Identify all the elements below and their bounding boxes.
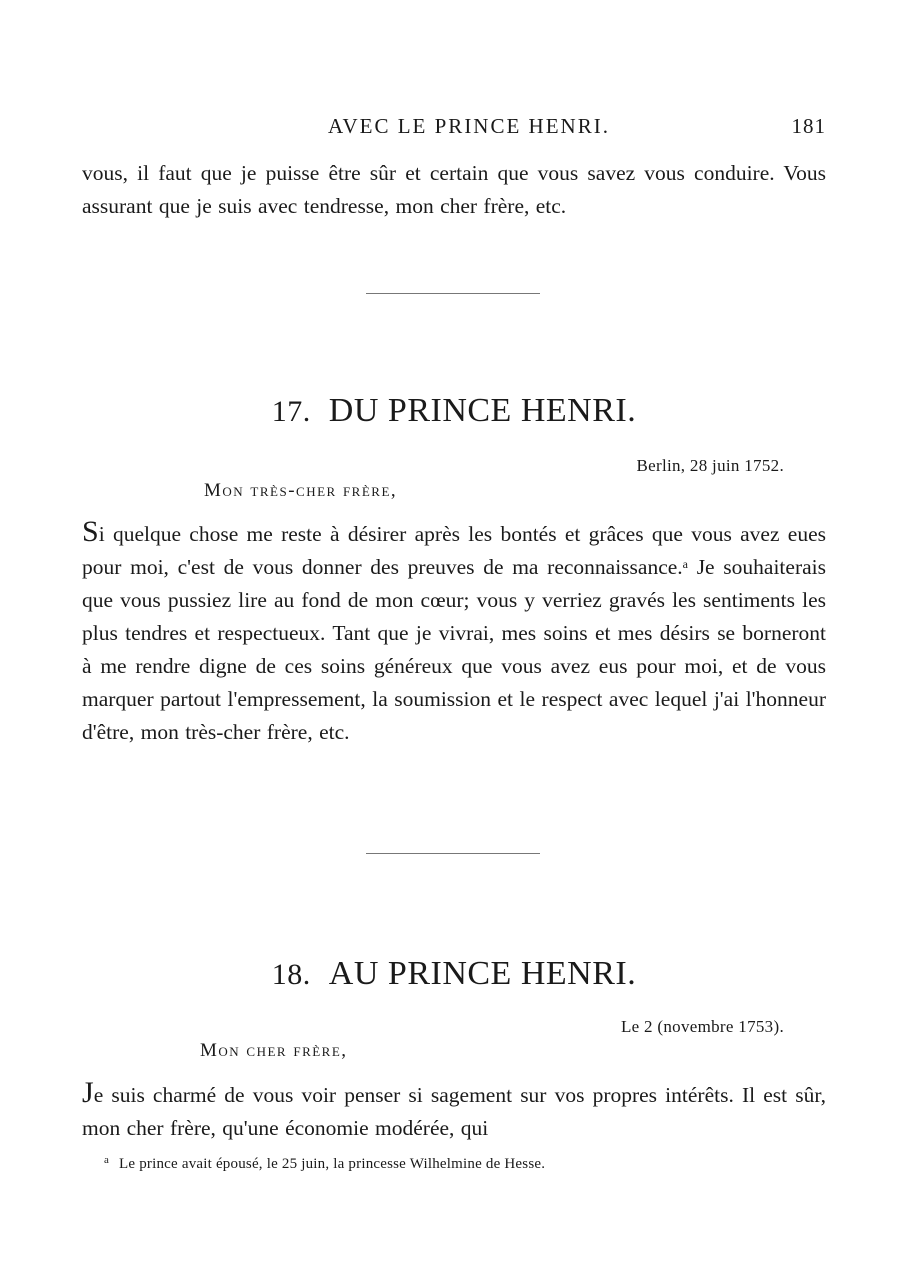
letter-body-rest: Je souhaiterais que vous pussiez lire au fond de mon cœur; vous y verriez gravés les sentiments les plus tendres et respectueux. Tant que je vivrai, mes soins et mes désirs se borneront à me rendre digne de ces soins généreux que vous avez eus pour moi, et de vous marquer partout l'empressement, la soumission et le respect avec lequel j'ai l'honneur d'être, mon très-cher frère, etc. (82, 555, 826, 744)
letter-heading (82, 392, 826, 430)
page-number: 181 (791, 114, 826, 138)
running-header (82, 114, 826, 142)
footnote-marker: a (104, 1154, 110, 1166)
letter-number: 17. (271, 395, 311, 428)
running-title: AVEC LE PRINCE HENRI. (328, 114, 610, 138)
letter-body-start: i quelque chose me reste à désirer après les bontés et grâces que vous avez eues pour moi, c'est de vous donner des preuves de ma reconnaissance. (82, 522, 826, 579)
letter-title: AU PRINCE HENRI. (328, 955, 637, 992)
letter-title: DU PRINCE HENRI. (328, 392, 637, 429)
letter-body (82, 515, 826, 749)
initial-letter: S (82, 515, 99, 548)
letter-date: Le 2 (novembre 1753). (620, 1017, 784, 1036)
book-page (82, 0, 826, 1266)
footnote (104, 1156, 545, 1173)
section-divider (366, 293, 540, 294)
initial-letter: J (82, 1076, 94, 1109)
letter-body-start: e suis charmé de vous voir penser si sagement sur vos propres intérêts. Il est sûr, mon cher frère, qu'une économie modérée, qui (82, 1083, 826, 1140)
letter-number: 18. (271, 958, 311, 991)
letter-body (82, 1076, 826, 1145)
section-divider (366, 853, 540, 854)
letter-salutation: Mon très-cher frère, (204, 480, 398, 501)
footnote-reference: a (682, 557, 688, 571)
letter-salutation: Mon cher frère, (200, 1040, 348, 1061)
continuation-paragraph: vous, il faut que je puisse être sûr et certain que vous savez vous conduire. Vous assurant que je suis avec tendresse, mon cher frère, etc. (82, 161, 826, 218)
letter-date: Berlin, 28 juin 1752. (636, 456, 784, 475)
footnote-text: Le prince avait épousé, le 25 juin, la princesse Wilhelmine de Hesse. (119, 1156, 546, 1172)
letter-heading (82, 955, 826, 993)
